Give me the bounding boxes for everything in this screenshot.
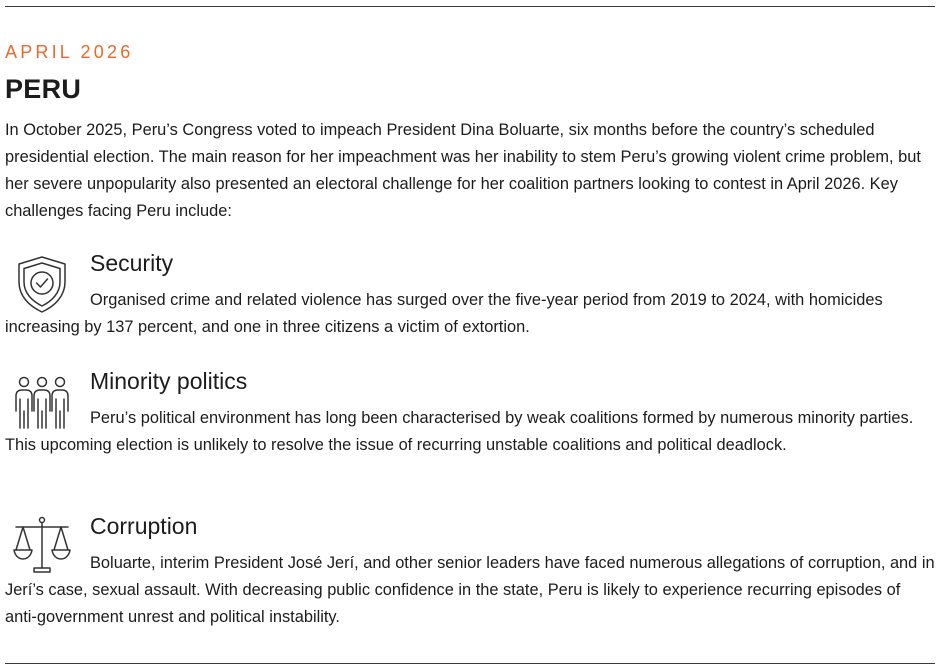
- date-eyebrow: APRIL 2026: [5, 42, 134, 62]
- minority-politics-body: Peru’s political environment has long been characterised by weak coalitions formed by numerous minority parties. This upcoming election is unlikely to resolve the issue of recurring unstable coalitions and political deadlock.: [5, 409, 914, 454]
- page-title: PERU: [5, 74, 82, 104]
- minority-politics-heading: Minority politics: [90, 368, 248, 394]
- top-divider: [5, 6, 935, 7]
- bottom-divider: [5, 663, 935, 664]
- corruption-body: Boluarte, interim President José Jerí, and other senior leaders have faced numerous allegations of corruption, and in Jerí’s case, sexual assault. With decreasing public confidence in the state, Peru is likely to experience recurring episodes of anti-government unrest and political instability.: [5, 554, 935, 626]
- corruption-heading: Corruption: [90, 513, 198, 539]
- security-body: Organised crime and related violence has surged over the five-year period from 2019 to 2024, with homicides increasing by 137 percent, and one in three citizens a victim of extortion.: [5, 291, 883, 336]
- security-heading: Security: [90, 250, 174, 276]
- intro-paragraph: In October 2025, Peru’s Congress voted to impeach President Dina Boluarte, six months before the country’s scheduled presidential election. The main reason for her impeachment was her inability to stem Peru’s growing violent crime problem, but her severe unpopularity also presented an electoral challenge for her coalition partners looking to contest in April 2026. Key challenges facing Peru include:: [5, 121, 921, 220]
